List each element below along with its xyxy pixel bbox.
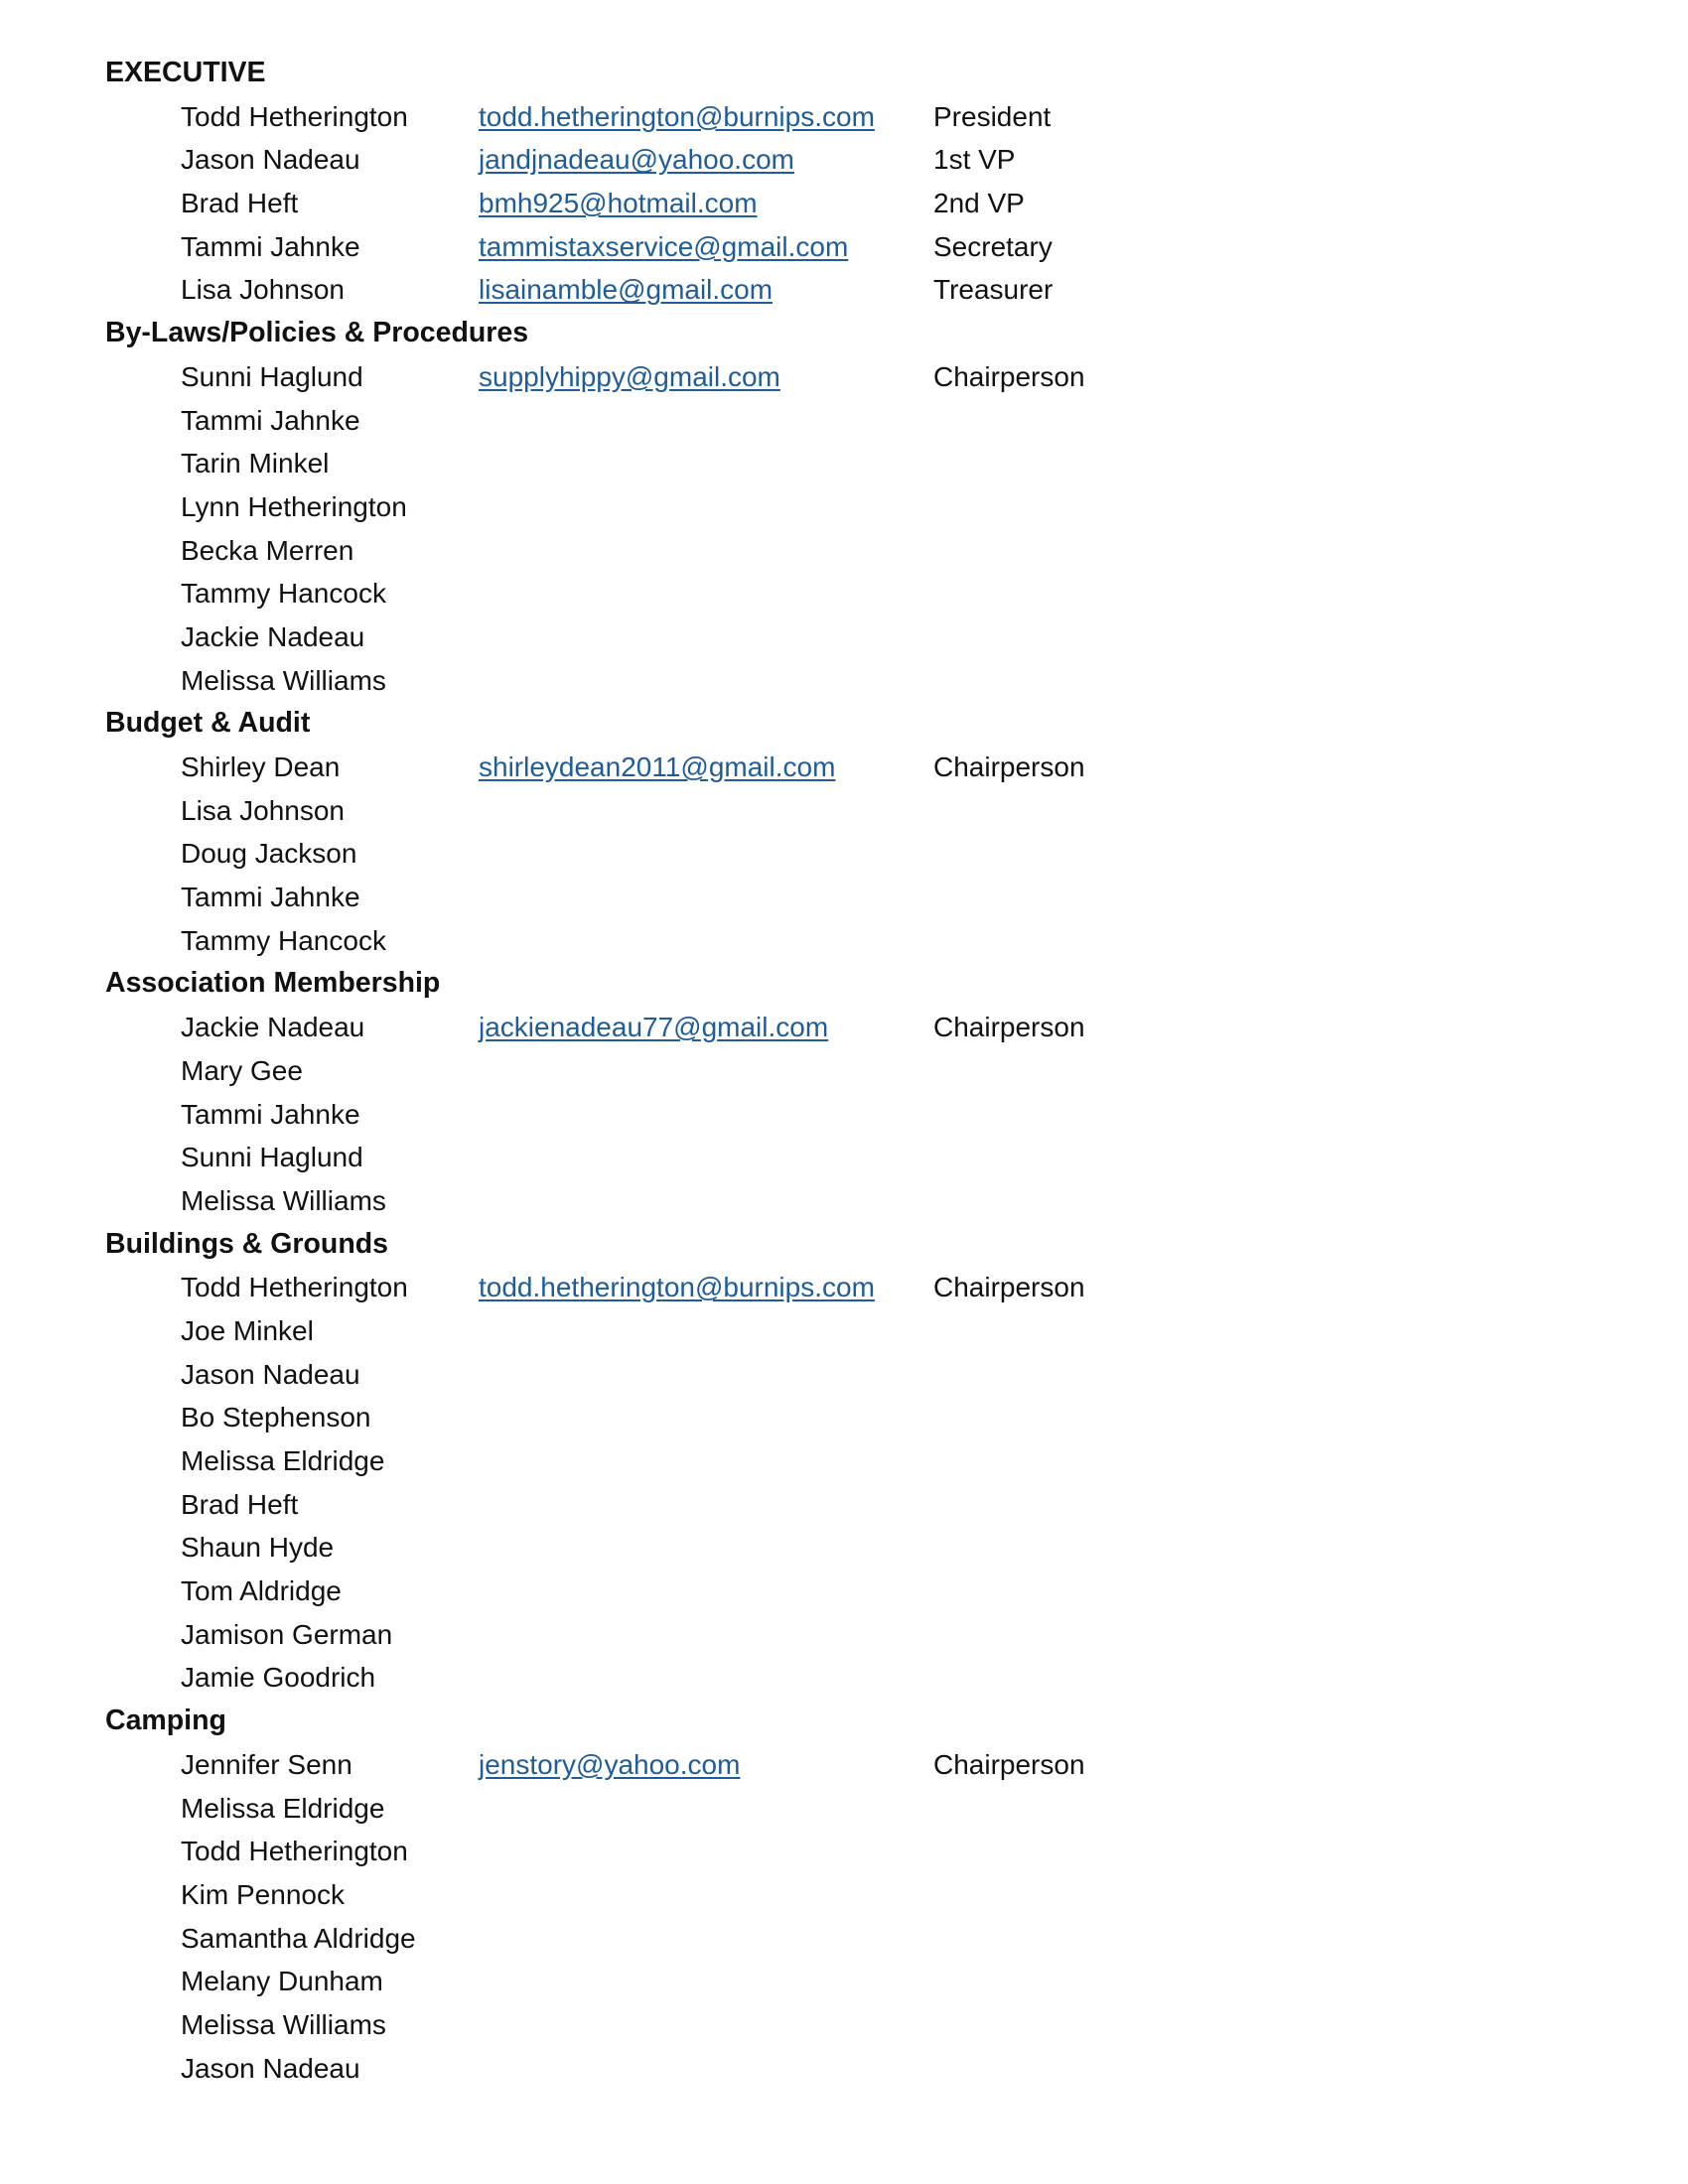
member-row xyxy=(105,789,1575,833)
member-name: Melissa Eldridge xyxy=(181,1445,385,1476)
member-name: Todd Hetherington xyxy=(181,100,408,132)
member-name: Jason Nadeau xyxy=(181,144,360,176)
member-row xyxy=(105,529,1575,573)
member-name: Melissa Eldridge xyxy=(181,1792,385,1824)
member-email-link[interactable]: supplyhippy@gmail.com xyxy=(479,360,780,392)
committee-section xyxy=(105,1700,1575,2090)
section-title: Camping xyxy=(105,1705,226,1737)
member-name: Brad Heft xyxy=(181,188,299,219)
member-row xyxy=(105,1439,1575,1483)
member-row xyxy=(105,1353,1575,1397)
member-name: Jason Nadeau xyxy=(181,1358,360,1390)
section-title: Budget & Audit xyxy=(105,707,311,740)
member-name: Jamie Goodrich xyxy=(181,1662,376,1694)
member-row xyxy=(105,1483,1575,1527)
member-name: Jennifer Senn xyxy=(181,1748,352,1780)
member-name: Shaun Hyde xyxy=(181,1532,335,1564)
committee-section xyxy=(105,52,1575,312)
member-row xyxy=(105,1830,1575,1873)
member-name: Brad Heft xyxy=(181,1488,299,1520)
committee-section xyxy=(105,312,1575,702)
member-name: Jackie Nadeau xyxy=(181,620,365,652)
member-row xyxy=(105,1006,1575,1049)
member-row xyxy=(105,1960,1575,2003)
member-row xyxy=(105,746,1575,789)
member-email-link[interactable]: shirleydean2011@gmail.com xyxy=(479,751,836,782)
member-row xyxy=(105,2047,1575,2091)
member-name: Tammy Hancock xyxy=(181,924,386,956)
member-role: President xyxy=(933,100,1052,132)
member-name: Bo Stephenson xyxy=(181,1402,371,1433)
member-row xyxy=(105,225,1575,269)
member-row xyxy=(105,919,1575,963)
section-title: Buildings & Grounds xyxy=(105,1227,388,1260)
member-role: Chairperson xyxy=(933,1272,1085,1303)
member-name: Tom Aldridge xyxy=(181,1575,342,1607)
member-row xyxy=(105,1049,1575,1093)
member-name: Jason Nadeau xyxy=(181,2052,360,2084)
member-row xyxy=(105,1526,1575,1570)
member-email-link[interactable]: tammistaxservice@gmail.com xyxy=(479,230,849,262)
member-name: Jackie Nadeau xyxy=(181,1012,365,1043)
member-row xyxy=(105,138,1575,182)
committee-roster xyxy=(105,52,1575,2090)
member-row xyxy=(105,355,1575,399)
member-name: Tarin Minkel xyxy=(181,448,330,479)
member-role: Secretary xyxy=(933,230,1053,262)
member-row xyxy=(105,1309,1575,1353)
member-row xyxy=(105,1656,1575,1700)
member-email-link[interactable]: jackienadeau77@gmail.com xyxy=(479,1012,829,1043)
member-row xyxy=(105,485,1575,529)
member-name: Sunni Haglund xyxy=(181,1142,363,1173)
member-name: Sunni Haglund xyxy=(181,360,363,392)
member-row xyxy=(105,832,1575,876)
committee-section xyxy=(105,962,1575,1222)
member-row xyxy=(105,182,1575,225)
section-title: Association Membership xyxy=(105,967,441,1000)
member-row xyxy=(105,95,1575,139)
committee-section xyxy=(105,702,1575,962)
member-row xyxy=(105,1266,1575,1309)
section-title: EXECUTIVE xyxy=(105,57,266,88)
member-name: Melany Dunham xyxy=(181,1966,383,1997)
member-row xyxy=(105,1613,1575,1657)
member-email-link[interactable]: lisainamble@gmail.com xyxy=(479,274,774,306)
member-role: Chairperson xyxy=(933,1748,1085,1780)
member-name: Joe Minkel xyxy=(181,1314,314,1346)
member-name: Becka Merren xyxy=(181,534,354,566)
member-row xyxy=(105,1917,1575,1961)
member-name: Todd Hetherington xyxy=(181,1836,408,1867)
member-row xyxy=(105,1787,1575,1831)
member-row xyxy=(105,1873,1575,1917)
member-name: Tammi Jahnke xyxy=(181,404,360,436)
member-name: Jamison German xyxy=(181,1618,393,1650)
member-email-link[interactable]: todd.hetherington@burnips.com xyxy=(479,1272,875,1303)
member-email-link[interactable]: bmh925@hotmail.com xyxy=(479,188,758,219)
member-name: Mary Gee xyxy=(181,1054,303,1086)
member-name: Tammy Hancock xyxy=(181,578,386,610)
member-role: Chairperson xyxy=(933,360,1085,392)
member-name: Lisa Johnson xyxy=(181,794,346,826)
member-name: Melissa Williams xyxy=(181,2008,386,2040)
member-row xyxy=(105,1179,1575,1223)
member-row xyxy=(105,1136,1575,1179)
member-row xyxy=(105,268,1575,312)
member-row xyxy=(105,572,1575,615)
member-row xyxy=(105,615,1575,659)
member-row xyxy=(105,1396,1575,1439)
member-name: Kim Pennock xyxy=(181,1878,345,1910)
member-role: Chairperson xyxy=(933,1012,1085,1043)
member-row xyxy=(105,2003,1575,2047)
member-name: Lisa Johnson xyxy=(181,274,346,306)
member-row xyxy=(105,1570,1575,1613)
member-email-link[interactable]: jandjnadeau@yahoo.com xyxy=(479,144,794,176)
section-title: By-Laws/Policies & Procedures xyxy=(105,317,529,349)
member-name: Doug Jackson xyxy=(181,838,357,870)
member-role: 2nd VP xyxy=(933,188,1025,219)
member-name: Melissa Williams xyxy=(181,1184,386,1216)
member-role: 1st VP xyxy=(933,144,1016,176)
member-name: Lynn Hetherington xyxy=(181,490,407,522)
member-row xyxy=(105,442,1575,485)
committee-section xyxy=(105,1223,1575,1701)
member-row xyxy=(105,399,1575,443)
member-name: Melissa Williams xyxy=(181,664,386,696)
member-email-link[interactable]: jenstory@yahoo.com xyxy=(479,1748,741,1780)
member-name: Tammi Jahnke xyxy=(181,1098,360,1130)
member-name: Tammi Jahnke xyxy=(181,230,360,262)
member-role: Chairperson xyxy=(933,751,1085,782)
member-row xyxy=(105,659,1575,703)
member-role: Treasurer xyxy=(933,274,1054,306)
member-row xyxy=(105,1093,1575,1137)
member-row xyxy=(105,876,1575,919)
member-name: Todd Hetherington xyxy=(181,1272,408,1303)
member-name: Samantha Aldridge xyxy=(181,1922,416,1954)
member-email-link[interactable]: todd.hetherington@burnips.com xyxy=(479,100,875,132)
member-name: Shirley Dean xyxy=(181,751,341,782)
member-row xyxy=(105,1743,1575,1787)
member-name: Tammi Jahnke xyxy=(181,882,360,913)
